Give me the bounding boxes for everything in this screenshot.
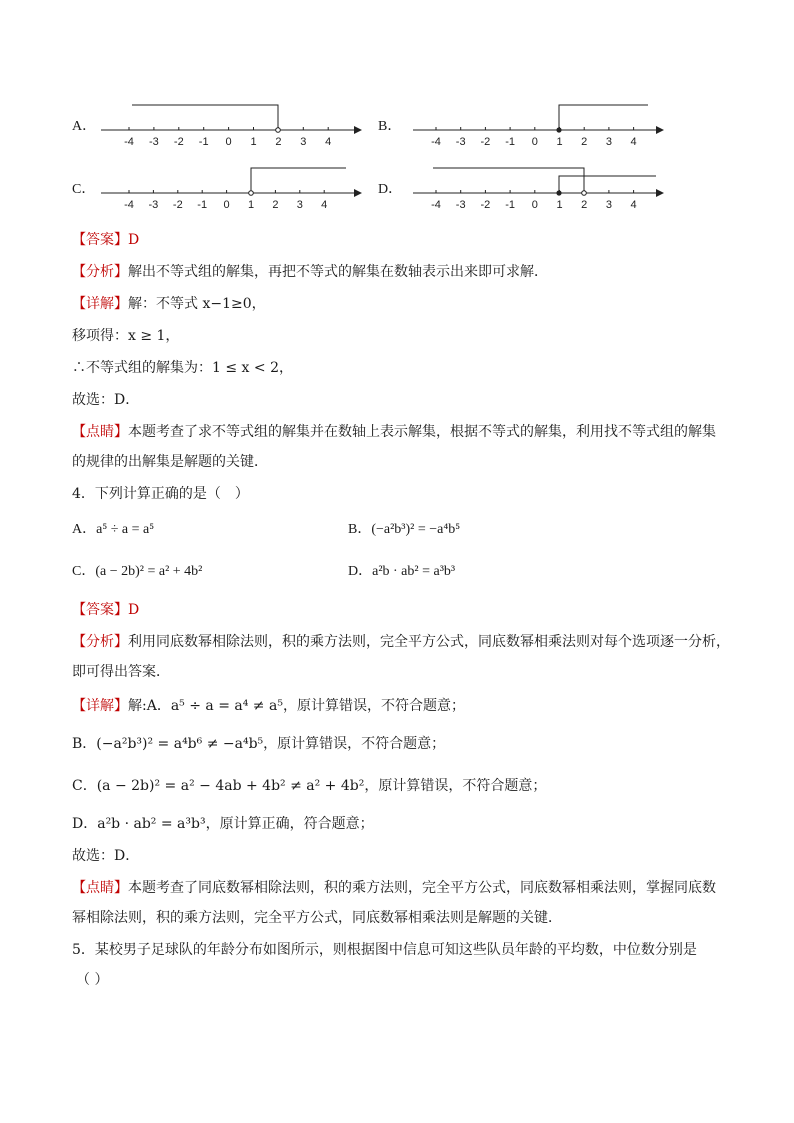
tick-label: -4 bbox=[124, 199, 134, 211]
tick-label: -3 bbox=[149, 136, 159, 148]
tick-label: 3 bbox=[605, 136, 612, 148]
tick-label: -3 bbox=[148, 199, 159, 211]
q4-analysis-2: 即可得出答案． bbox=[72, 664, 170, 680]
open-point-1 bbox=[249, 191, 254, 196]
numberline-b bbox=[408, 95, 678, 155]
detail-tag: 【详解】 bbox=[72, 698, 128, 714]
detail-tag: 【详解】 bbox=[72, 296, 128, 312]
open-point-2 bbox=[276, 128, 281, 133]
q5-stem: 5．某校男子足球队的年龄分布如图所示，则根据图中信息可知这些队员年龄的平均数，中位数分别是 bbox=[72, 942, 697, 958]
numberline-d bbox=[408, 158, 678, 218]
q4-option-a: A．a⁵ ÷ a = a⁵ bbox=[72, 522, 155, 537]
tick-label: -2 bbox=[172, 199, 183, 211]
q4-answer bbox=[72, 600, 139, 620]
answer-tag: 【答案】 bbox=[72, 232, 128, 248]
tick-label: -1 bbox=[198, 136, 209, 148]
tick-label: 4 bbox=[630, 199, 637, 211]
q3-detail-3: ∴不等式组的解集为：1 ≤ x < 2， bbox=[72, 360, 293, 376]
tick-label: 0 bbox=[225, 136, 232, 148]
tick-label: -3 bbox=[455, 136, 466, 148]
closed-point-1 bbox=[556, 127, 561, 132]
answer-tag: 【答案】 bbox=[72, 602, 128, 618]
tick-label: 2 bbox=[581, 136, 588, 148]
q4-stem: 4．下列计算正确的是（ ） bbox=[72, 486, 249, 502]
q3-comment: 【点睛】本题考查了求不等式组的解集并在数轴上表示解集，根据不等式的解集，利用找不等式组的解集 bbox=[72, 424, 716, 440]
tick-label: 3 bbox=[296, 199, 303, 211]
q4-option-d: D．a²b · ab² = a³b³ bbox=[348, 564, 456, 579]
q4-option-b: B．(−a²b³)² = −a⁴b⁵ bbox=[348, 522, 461, 537]
tick-label: 3 bbox=[300, 136, 307, 148]
answer-value: D bbox=[128, 232, 140, 248]
tick-label: -2 bbox=[480, 199, 491, 211]
tick-label: 2 bbox=[272, 199, 279, 211]
option-c-label: C． bbox=[72, 182, 96, 197]
q3-detail: 【详解】解：不等式 x−1≥0， bbox=[72, 296, 266, 312]
open-point-2 bbox=[582, 191, 587, 196]
q4-comment-2: 幂相除法则，积的乘方法则，完全平方公式，同底数幂相乘法则是解题的关键． bbox=[72, 910, 562, 926]
comment-tag: 【点睛】 bbox=[72, 424, 128, 440]
tick-label: 4 bbox=[630, 136, 637, 148]
tick-label: -4 bbox=[431, 199, 441, 211]
answer-value: D bbox=[128, 602, 140, 618]
tick-label: 1 bbox=[247, 199, 255, 211]
tick-label: 0 bbox=[531, 136, 538, 148]
q4-option-c: C．(a − 2b)² = a² + 4b² bbox=[72, 564, 203, 579]
tick-label: 0 bbox=[531, 199, 538, 211]
tick-label: 3 bbox=[605, 199, 612, 211]
tick-label: 1 bbox=[250, 136, 257, 148]
q4-detail-b: B．(−a²b³)² = a⁴b⁶ ≠ −a⁴b⁵，原计算错误，不符合题意； bbox=[72, 736, 446, 752]
tick-label: -4 bbox=[124, 136, 134, 148]
comment-tag: 【点睛】 bbox=[72, 880, 128, 896]
tick-label: 0 bbox=[223, 199, 230, 211]
q4-comment: 【点睛】本题考查了同底数幂相除法则，积的乘方法则，完全平方公式，同底数幂相乘法则，掌握同底数 bbox=[72, 880, 716, 896]
q4-analysis: 【分析】利用同底数幂相除法则，积的乘方法则，完全平方公式，同底数幂相乘法则对每个选项逐一分析， bbox=[72, 634, 730, 650]
q4-detail-d: D．a²b · ab² = a³b³，原计算正确，符合题意； bbox=[72, 816, 374, 832]
q3-answer bbox=[72, 230, 139, 250]
q3-comment-2: 的规律的出解集是解题的关键． bbox=[72, 454, 268, 470]
numberline-c bbox=[96, 158, 366, 218]
q5-stem-2: （ ） bbox=[76, 972, 109, 988]
q4-detail-c: C．(a − 2b)² = a² − 4ab + 4b² ≠ a² + 4b²，原计算错误，不符合题意； bbox=[72, 778, 547, 794]
tick-label: 4 bbox=[321, 199, 328, 211]
tick-label: 2 bbox=[275, 136, 282, 148]
q3-choose: 故选：D． bbox=[72, 392, 140, 408]
tick-label: -2 bbox=[480, 136, 491, 148]
option-b-label: B． bbox=[378, 119, 402, 134]
q4-detail: 【详解】解:A．a⁵ ÷ a = a⁴ ≠ a⁵，原计算错误，不符合题意； bbox=[72, 698, 465, 714]
analysis-tag: 【分析】 bbox=[72, 634, 128, 650]
tick-label: -4 bbox=[431, 136, 441, 148]
q4-choose: 故选：D． bbox=[72, 848, 140, 864]
analysis-tag: 【分析】 bbox=[72, 264, 128, 280]
tick-label: 2 bbox=[581, 199, 588, 211]
tick-label: -1 bbox=[197, 199, 208, 211]
option-a-label: A． bbox=[72, 119, 97, 134]
tick-label: -3 bbox=[455, 199, 466, 211]
q3-detail-2: 移项得：x ≥ 1， bbox=[72, 328, 180, 344]
tick-label: 1 bbox=[556, 199, 563, 211]
tick-label: -1 bbox=[505, 199, 515, 211]
tick-label: -2 bbox=[173, 136, 184, 148]
tick-label: 4 bbox=[325, 136, 332, 148]
tick-label: 1 bbox=[556, 136, 563, 148]
closed-point-1 bbox=[556, 190, 561, 195]
option-d-label: D． bbox=[378, 182, 403, 197]
tick-label: -1 bbox=[505, 136, 515, 148]
q3-analysis: 【分析】解出不等式组的解集，再把不等式的解集在数轴表示出来即可求解． bbox=[72, 264, 548, 280]
numberline-a bbox=[96, 95, 366, 155]
